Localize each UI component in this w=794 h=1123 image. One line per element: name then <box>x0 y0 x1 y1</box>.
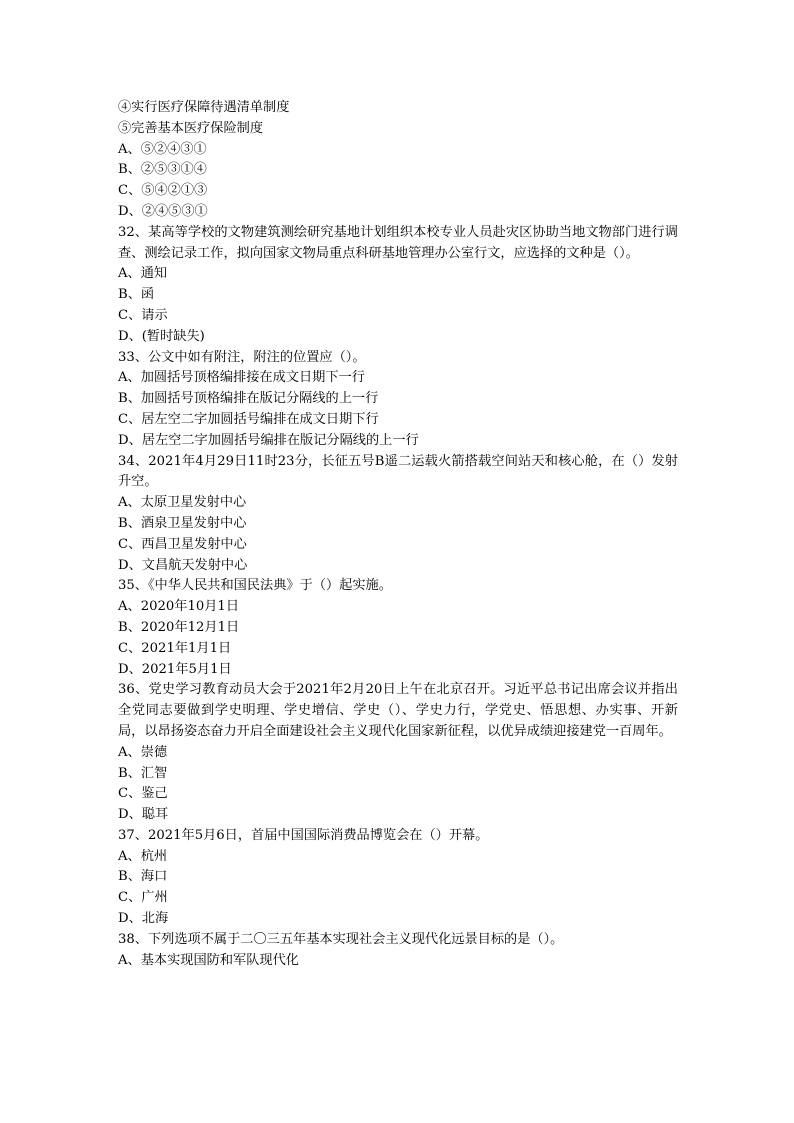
question-36-option-a: A、崇德 <box>118 744 168 760</box>
intro-option-b: B、②⑤③①④ <box>118 162 207 178</box>
question-34-option-a: A、太原卫星发射中心 <box>118 495 247 511</box>
document-page <box>118 98 678 971</box>
question-38-stem: 38、下列选项不属于二〇三五年基本实现社会主义现代化远景目标的是（）。 <box>118 931 564 947</box>
intro-option-a: A、⑤②④③① <box>118 141 207 157</box>
question-33-stem: 33、公文中如有附注，附注的位置应（）。 <box>118 349 366 365</box>
question-34-option-b: B、酒泉卫星发射中心 <box>118 515 247 531</box>
question-36-stem: 36、党史学习教育动员大会于2021年2月20日上午在北京召开。习近平总书记出席会议并指出全党同志要做到学史明理、学史增信、学史（）、学史力行，学党史、悟思想、办实事、开新局，以昂扬姿态奋力开启全面建设社会主义现代化国家新征程，以优异成绩迎接建党一百周年。 <box>118 682 678 739</box>
question-32-option-d: D、(暂时缺失) <box>118 328 205 344</box>
question-34-option-c: C、西昌卫星发射中心 <box>118 536 247 552</box>
question-32-option-b: B、函 <box>118 287 155 303</box>
question-32-stem: 32、某高等学校的文物建筑测绘研究基地计划组织本校专业人员赴灾区协助当地文物部门进行调查、测绘记录工作，拟向国家文物局重点科研基地管理办公室行文，应选择的文种是（）。 <box>118 224 678 261</box>
question-37-option-b: B、海口 <box>118 869 168 885</box>
question-35-option-a: A、2020年10月1日 <box>118 599 240 615</box>
question-33-option-b: B、加圆括号顶格编排在版记分隔线的上一行 <box>118 391 379 407</box>
intro-option-d: D、②④⑤③① <box>118 203 208 219</box>
question-38-option-a: A、基本实现国防和军队现代化 <box>118 952 299 968</box>
question-34-stem: 34、2021年4月29日11时23分，长征五号B遥二运载火箭搭载空间站天和核心舱，在（）发射升空。 <box>118 453 678 490</box>
question-33-option-c: C、居左空二字加圆括号编排在成文日期下行 <box>118 411 379 427</box>
question-32-option-a: A、通知 <box>118 266 168 282</box>
question-34-option-d: D、文昌航天发射中心 <box>118 557 248 573</box>
question-33-option-d: D、居左空二字加圆括号编排在版记分隔线的上一行 <box>118 432 419 448</box>
intro-option-c: C、⑤④②①③ <box>118 183 208 199</box>
question-36-option-b: B、汇智 <box>118 765 168 781</box>
question-35-option-d: D、2021年5月1日 <box>118 661 232 677</box>
intro-line: ④实行医疗保障待遇清单制度 <box>118 100 290 115</box>
intro-line: ⑤完善基本医疗保险制度 <box>118 120 264 136</box>
question-37-stem: 37、2021年5月6日，首届中国国际消费品博览会在（）开幕。 <box>118 827 489 843</box>
question-37-option-a: A、杭州 <box>118 848 168 864</box>
question-35-option-b: B、2020年12月1日 <box>118 619 240 635</box>
question-36-option-d: D、聪耳 <box>118 807 169 823</box>
question-37-option-d: D、北海 <box>118 911 169 927</box>
question-36-option-c: C、鉴己 <box>118 786 168 802</box>
question-37-option-c: C、广州 <box>118 890 168 906</box>
question-35-option-c: C、2021年1月1日 <box>118 640 232 656</box>
question-33-option-a: A、加圆括号顶格编排接在成文日期下一行 <box>118 370 365 386</box>
question-35-stem: 35、《中华人民共和国民法典》于（）起实施。 <box>118 578 392 594</box>
question-32-option-c: C、请示 <box>118 307 168 323</box>
